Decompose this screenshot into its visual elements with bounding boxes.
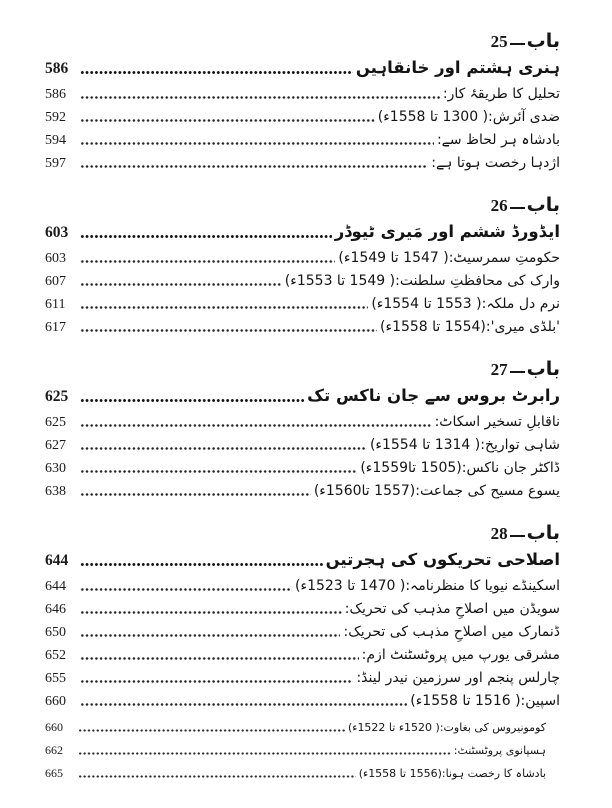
- toc-entry: [45, 132, 560, 155]
- dotted-leader: [80, 423, 432, 428]
- chapter-title-row: [45, 550, 560, 578]
- chapter-heading: [45, 30, 560, 58]
- chapter-title-row: [45, 58, 560, 86]
- entry-title: ڈاکٹر جان ناکس:(1505 تا1559ء): [360, 460, 560, 476]
- dotted-leader: [80, 469, 357, 474]
- page-number: 586: [45, 87, 66, 102]
- entry-title: ہسپانوی پروٹسٹنٹ:: [453, 744, 546, 757]
- page-number: 603: [45, 251, 66, 266]
- page-number: 630: [45, 461, 66, 476]
- entry-title: سویڈن میں اصلاحِ مذہب کی تحریک:: [344, 601, 560, 617]
- dotted-leader: [78, 774, 356, 779]
- chapter-section-25: [45, 30, 560, 178]
- page-number: 662: [45, 743, 63, 757]
- chapter-dash-line: [510, 371, 525, 373]
- dotted-leader: [80, 633, 340, 638]
- chapter-section-27: [45, 358, 560, 506]
- toc-subentry: [45, 743, 560, 766]
- toc-entry: [45, 693, 560, 716]
- chapter-word: باب: [526, 30, 560, 52]
- chapter-page-number: 586: [45, 60, 69, 77]
- page-number: 611: [45, 297, 66, 312]
- chapter-number: 27: [490, 360, 508, 379]
- toc-entry: [45, 273, 560, 296]
- chapter-dash-line: [510, 43, 525, 45]
- toc-entry: [45, 155, 560, 178]
- entry-title: 'بلڈی میری':(1554 تا 1558ء): [380, 319, 560, 335]
- toc-entry: [45, 437, 560, 460]
- entry-title: مشرقی یورپ میں پروٹسٹنٹ ازم:: [361, 647, 560, 663]
- chapter-section-26: [45, 194, 560, 342]
- entry-title: ڈنمارک میں اصلاحِ مذہب کی تحریک:: [343, 624, 560, 640]
- dotted-leader: [80, 70, 353, 75]
- chapter-title: ہنری ہشتم اور خانقاہیں: [355, 58, 560, 77]
- dotted-leader: [78, 728, 345, 733]
- entry-title: تحلیل کا طریقۂ کار:: [442, 86, 560, 102]
- entry-title: اسپین:( 1516 تا 1558ء): [410, 693, 560, 709]
- chapter-number: 28: [490, 524, 508, 543]
- toc-entry: [45, 414, 560, 437]
- page-number: 665: [45, 766, 63, 780]
- dotted-leader: [80, 562, 323, 567]
- dotted-leader: [80, 702, 407, 707]
- entry-title: کومونیروس کی بغاوت:( 1520ء تا 1522ء): [347, 721, 546, 734]
- chapter-word: باب: [526, 194, 560, 216]
- entry-title: حکومتِ سمرسیٹ:( 1547 تا 1549ء): [338, 250, 560, 266]
- toc-entry: [45, 601, 560, 624]
- toc-entry: [45, 250, 560, 273]
- toc-entry: [45, 460, 560, 483]
- chapter-heading: [45, 358, 560, 386]
- dotted-leader: [80, 446, 367, 451]
- page-number: 646: [45, 602, 66, 617]
- page-number: 655: [45, 671, 66, 686]
- page-number: 592: [45, 110, 66, 125]
- entry-title: بادشاہ کا رخصت ہونا:(1556 تا 1558ء): [358, 767, 546, 780]
- dotted-leader: [80, 398, 304, 403]
- entry-title: شاہی تواریخ:( 1314 تا 1554ء): [369, 437, 560, 453]
- chapter-dash-line: [510, 207, 525, 209]
- page-number: 652: [45, 648, 66, 663]
- chapter-title-row: [45, 222, 560, 250]
- chapter-title-row: [45, 386, 560, 414]
- entry-title: ضدی آئرش:( 1300 تا 1558ء): [377, 109, 560, 125]
- dotted-leader: [80, 234, 332, 239]
- chapter-page-number: 644: [45, 552, 69, 569]
- page-number: 660: [45, 720, 63, 734]
- dotted-leader: [80, 259, 335, 264]
- chapter-title: رابرٹ بروس سے جان ناکس تک: [307, 386, 560, 405]
- page-number: 627: [45, 438, 66, 453]
- entry-title: وارک کی محافظتِ سلطنت:( 1549 تا 1553ء): [284, 273, 560, 289]
- chapter-word: باب: [526, 358, 560, 380]
- dotted-leader: [80, 95, 440, 100]
- dotted-leader: [78, 751, 451, 756]
- page-number: 644: [45, 579, 66, 594]
- entry-title: نرم دل ملکہ:( 1553 تا 1554ء): [371, 296, 560, 312]
- chapter-title: ایڈورڈ ششم اور مَیری ٹیوڈر: [334, 222, 560, 241]
- toc-subentry: [45, 720, 560, 743]
- page-number: 638: [45, 484, 66, 499]
- dotted-leader: [80, 141, 434, 146]
- page-number: 625: [45, 415, 66, 430]
- chapter-word: باب: [526, 522, 560, 544]
- toc-entry: [45, 109, 560, 132]
- dotted-leader: [80, 492, 311, 497]
- toc-entry: [45, 483, 560, 506]
- dotted-leader: [80, 328, 377, 333]
- entry-title: ناقابلِ تسخیر اسکاٹ:: [434, 414, 560, 430]
- chapter-page-number: 625: [45, 388, 69, 405]
- entry-title: اژدہا رخصت ہوتا ہے:: [431, 155, 560, 171]
- page-number: 660: [45, 694, 66, 709]
- page-number: 607: [45, 274, 66, 289]
- dotted-leader: [80, 118, 375, 123]
- page-number: 650: [45, 625, 66, 640]
- toc-entry: [45, 296, 560, 319]
- chapter-number: 25: [490, 32, 508, 51]
- toc-entry: [45, 578, 560, 601]
- dotted-leader: [80, 164, 428, 169]
- dotted-leader: [80, 610, 342, 615]
- entry-title: اسکینڈے نیویا کا منظرنامہ:( 1470 تا 1523ء): [295, 578, 560, 594]
- chapter-page-number: 603: [45, 224, 69, 241]
- toc-entry: [45, 647, 560, 670]
- chapter-heading: [45, 194, 560, 222]
- chapter-dash-line: [510, 535, 525, 537]
- chapter-title: اصلاحی تحریکوں کی ہجرتیں: [325, 550, 560, 569]
- dotted-leader: [80, 587, 292, 592]
- toc-entry: [45, 319, 560, 342]
- toc-entry: [45, 624, 560, 647]
- entry-title: یسوع مسیح کی جماعت:(1557 تا1560ء): [313, 483, 560, 499]
- dotted-leader: [80, 656, 359, 661]
- entry-title: بادشاہ ہر لحاظ سے:: [436, 132, 560, 148]
- toc-entry: [45, 86, 560, 109]
- entry-title: چارلس پنجم اور سرزمین نیدر لینڈ:: [356, 670, 560, 686]
- chapter-section-28: [45, 522, 560, 789]
- page-number: 594: [45, 133, 66, 148]
- toc-subentry: [45, 766, 560, 789]
- chapter-number: 26: [490, 196, 508, 215]
- toc-entry: [45, 670, 560, 693]
- page-number: 617: [45, 320, 66, 335]
- dotted-leader: [80, 282, 282, 287]
- dotted-leader: [80, 679, 353, 684]
- dotted-leader: [80, 305, 368, 310]
- page-number: 597: [45, 156, 66, 171]
- chapter-heading: [45, 522, 560, 550]
